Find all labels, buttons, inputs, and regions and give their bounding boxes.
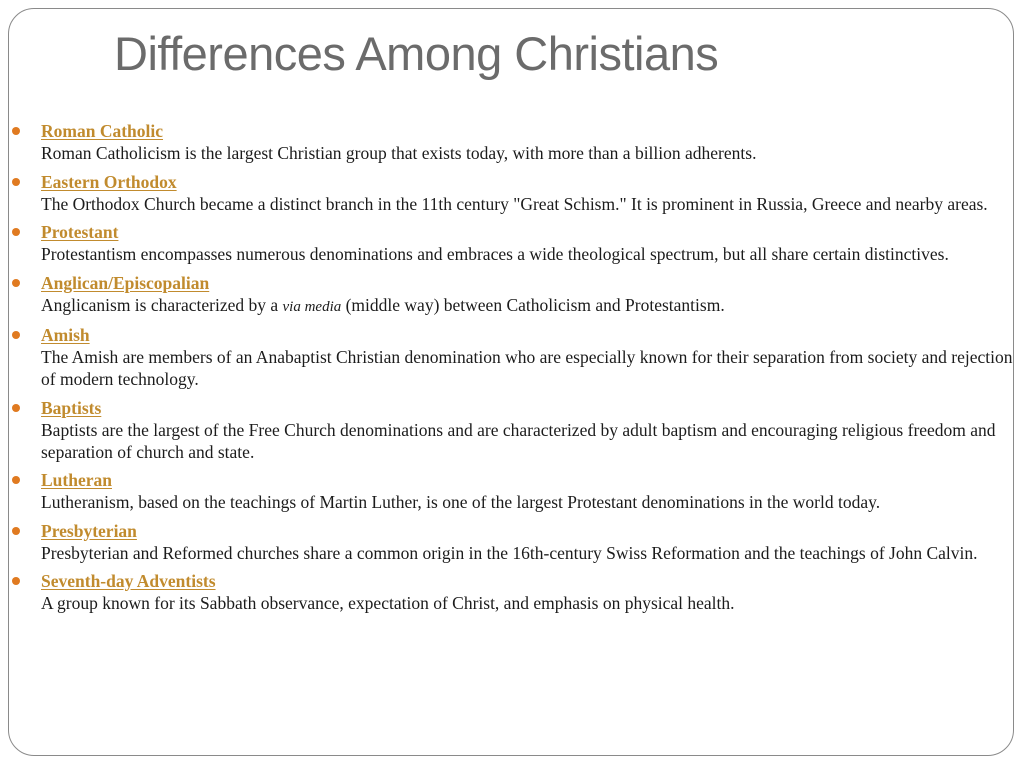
list-item xyxy=(0,324,1014,390)
item-description: Roman Catholicism is the largest Christian group that exists today, with more than a billion adherents. xyxy=(41,143,757,163)
denomination-list xyxy=(0,120,1014,621)
link-lutheran[interactable]: Lutheran xyxy=(41,470,112,490)
list-item xyxy=(0,570,1014,614)
list-item xyxy=(0,221,1014,265)
bullet-icon xyxy=(12,178,20,186)
link-presbyterian[interactable]: Presbyterian xyxy=(41,520,137,541)
item-description: Baptists are the largest of the Free Church denominations and are characterized by adult baptism and encouraging religious freedom and separation of church and state. xyxy=(41,419,996,462)
link-roman-catholic[interactable]: Roman Catholic xyxy=(41,121,164,141)
item-description: The Orthodox Church became a distinct branch in the 11th century "Great Schism." It is prominent in Russia, Greece and nearby areas. xyxy=(41,193,988,214)
link-baptists[interactable]: Baptists xyxy=(41,397,102,418)
item-description: Presbyterian and Reformed churches share a common origin in the 16th-century Swiss Reformation and the teachings of John Calvin. xyxy=(41,542,978,563)
item-description: Protestantism encompasses numerous denominations and embraces a wide theological spectrum, but all share certain distinctives. xyxy=(41,244,949,264)
list-item xyxy=(0,469,1014,513)
description-text: (middle way) between Catholicism and Protestantism. xyxy=(341,294,725,315)
bullet-icon xyxy=(12,331,20,339)
link-seventh-day-adventists[interactable]: Seventh-day Adventists xyxy=(41,571,216,591)
link-amish[interactable]: Amish xyxy=(41,325,90,345)
list-item xyxy=(0,272,1014,318)
bullet-icon xyxy=(12,527,20,535)
list-item xyxy=(0,171,1014,215)
description-text: Anglicanism is characterized by a xyxy=(41,294,283,315)
bullet-icon xyxy=(12,279,20,287)
bullet-icon xyxy=(12,127,20,135)
italic-term: via media xyxy=(282,298,342,315)
list-item xyxy=(0,120,1014,164)
link-anglican-episcopalian[interactable]: Anglican/Episcopalian xyxy=(41,272,210,293)
bullet-icon xyxy=(12,577,20,585)
slide-title: Differences Among Christians xyxy=(114,27,719,80)
item-description: A group known for its Sabbath observance, expectation of Christ, and emphasis on physical health. xyxy=(41,593,735,613)
link-protestant[interactable]: Protestant xyxy=(41,222,119,242)
item-description xyxy=(41,294,1014,318)
list-item xyxy=(0,520,1014,564)
link-eastern-orthodox[interactable]: Eastern Orthodox xyxy=(41,171,177,192)
bullet-icon xyxy=(12,404,20,412)
item-description: The Amish are members of an Anabaptist Christian denomination who are especially known for their separation from society and rejection of modern technology. xyxy=(41,347,1013,389)
list-item xyxy=(0,397,1014,463)
bullet-icon xyxy=(12,228,20,236)
bullet-icon xyxy=(12,476,20,484)
item-description: Lutheranism, based on the teachings of Martin Luther, is one of the largest Protestant denominations in the world today. xyxy=(41,492,881,512)
